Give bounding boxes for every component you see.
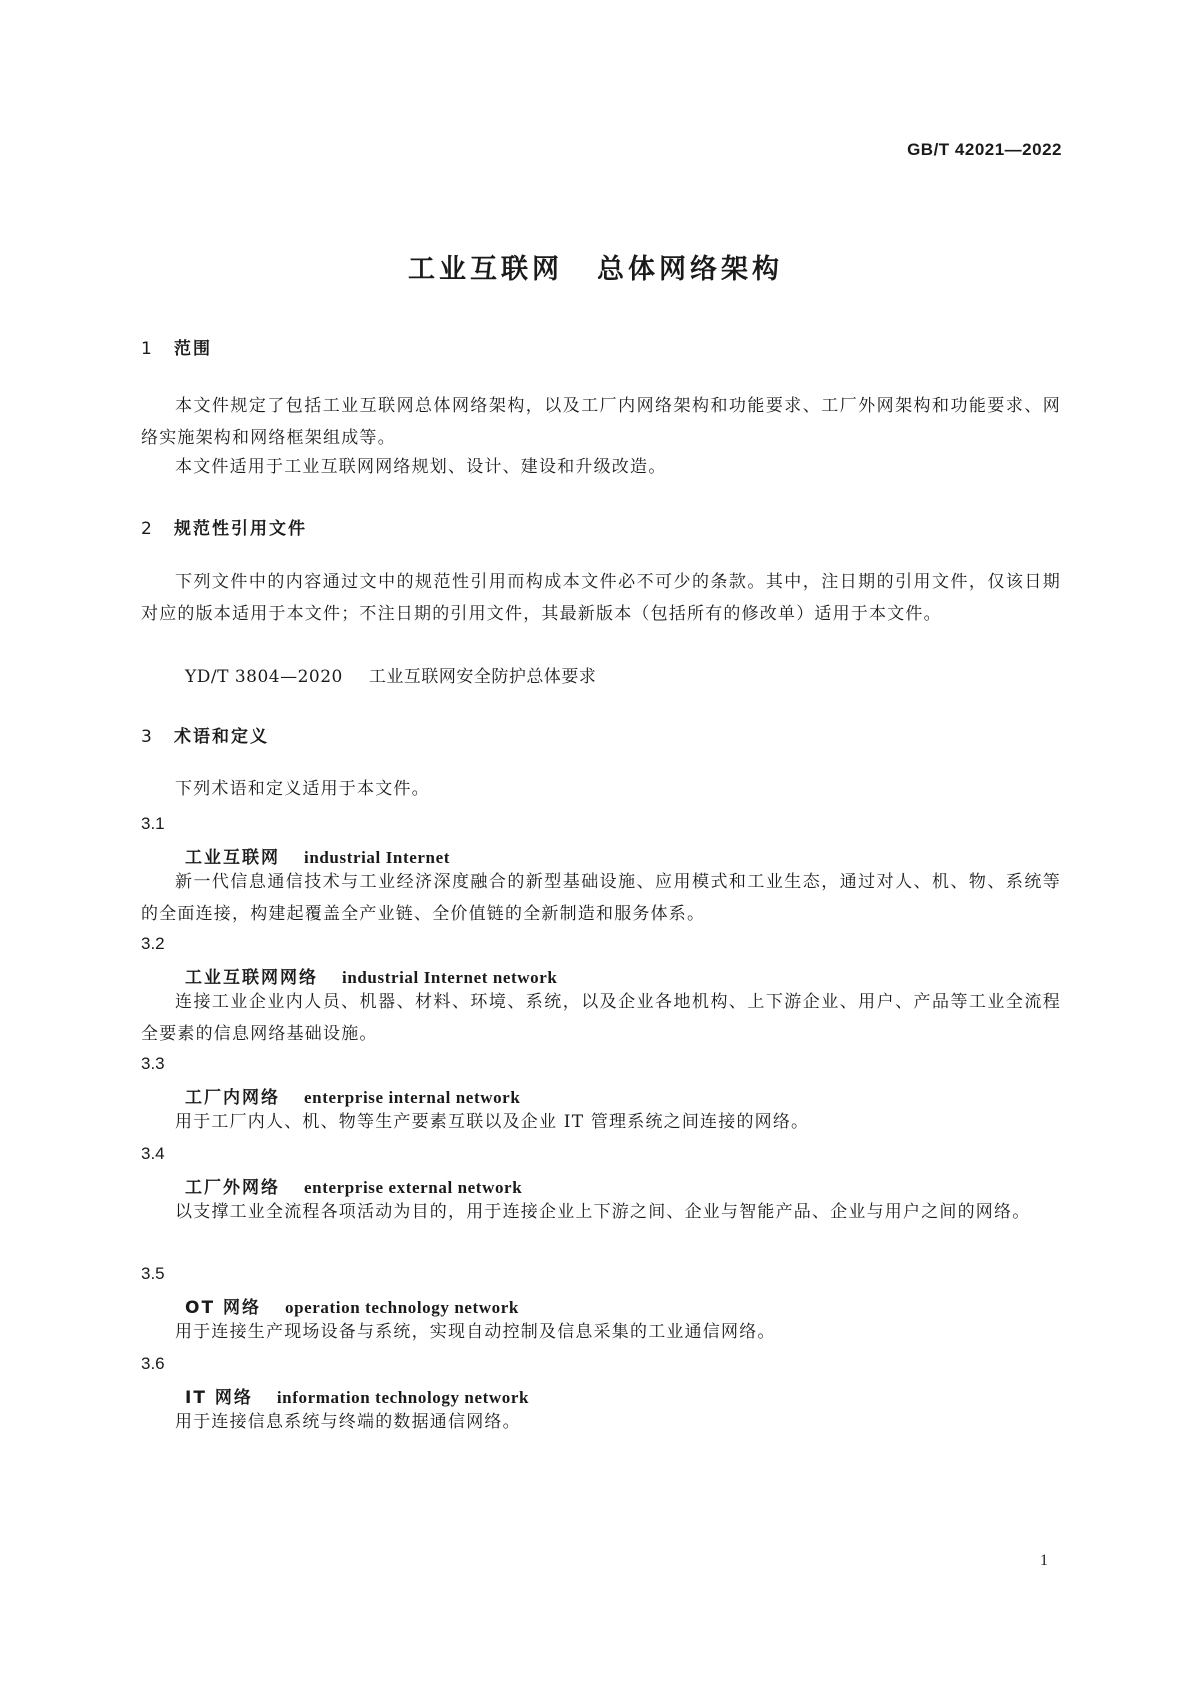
term-definition: 用于连接生产现场设备与系统，实现自动控制及信息采集的工业通信网络。 xyxy=(175,1322,776,1342)
term-name-zh: 工厂外网络 xyxy=(185,1178,280,1198)
term-definition: 用于连接信息系统与终端的数据通信网络。 xyxy=(175,1412,521,1432)
section-number: 3 xyxy=(141,727,154,747)
term-number: 3.4 xyxy=(141,1144,165,1163)
section-3-paragraph-1: 下列术语和定义适用于本文件。 xyxy=(175,779,430,799)
term-name-zh: 工业互联网网络 xyxy=(185,968,318,988)
section-title: 范围 xyxy=(174,339,212,359)
term-name xyxy=(185,1383,529,1408)
term-name-zh: OT 网络 xyxy=(185,1298,261,1318)
term-number: 3.1 xyxy=(141,814,165,833)
document-title xyxy=(0,247,1191,286)
section-number: 2 xyxy=(141,519,154,539)
section-2-paragraph-1: 下列文件中的内容通过文中的规范性引用而构成本文件必不可少的条款。其中，注日期的引用文件，仅该日期对应的版本适用于本文件；不注日期的引用文件，其最新版本（包括所有的修改单）适用于本文件。 xyxy=(141,572,1061,624)
term-name-en: operation technology network xyxy=(284,1298,519,1317)
title-part-2: 总体网络架构 xyxy=(597,254,783,285)
term-name-zh: 工厂内网络 xyxy=(185,1088,280,1108)
reference-title: 工业互联网安全防护总体要求 xyxy=(368,667,597,687)
term-name-en: industrial Internet network xyxy=(342,968,558,987)
term-definition: 以支撑工业全流程各项活动为目的，用于连接企业上下游之间、企业与智能产品、企业与用户之间的网络。 xyxy=(175,1202,1031,1222)
term-number: 3.5 xyxy=(141,1264,165,1283)
term-name-en: information technology network xyxy=(276,1388,530,1407)
term-number: 3.6 xyxy=(141,1354,165,1373)
term-number: 3.3 xyxy=(141,1054,165,1073)
term-definition: 连接工业企业内人员、机器、材料、环境、系统，以及企业各地机构、上下游企业、用户、产品等工业全流程全要素的信息网络基础设施。 xyxy=(141,992,1061,1044)
term-name-en: enterprise internal network xyxy=(304,1088,521,1107)
section-number: 1 xyxy=(141,339,154,359)
term-name xyxy=(185,843,450,868)
section-1-heading xyxy=(141,334,212,359)
term-name-zh: IT 网络 xyxy=(185,1388,253,1408)
normative-reference xyxy=(185,662,596,687)
term-name-zh: 工业互联网 xyxy=(185,848,280,868)
term-name-en: enterprise external network xyxy=(304,1178,523,1197)
term-definition: 用于工厂内人、机、物等生产要素互联以及企业 IT 管理系统之间连接的网络。 xyxy=(175,1112,810,1132)
section-2-heading xyxy=(141,514,307,539)
term-name-en: industrial Internet xyxy=(304,848,450,867)
title-part-1: 工业互联网 xyxy=(408,254,563,285)
section-1-paragraph-2: 本文件适用于工业互联网网络规划、设计、建设和升级改造。 xyxy=(175,457,667,477)
term-definition: 新一代信息通信技术与工业经济深度融合的新型基础设施、应用模式和工业生态，通过对人、机、物、系统等的全面连接，构建起覆盖全产业链、全价值链的全新制造和服务体系。 xyxy=(141,872,1061,924)
section-title: 术语和定义 xyxy=(174,727,269,747)
term-name xyxy=(185,1173,522,1198)
section-1-paragraph-1: 本文件规定了包括工业互联网总体网络架构，以及工厂内网络架构和功能要求、工厂外网架构和功能要求、网络实施架构和网络框架组成等。 xyxy=(141,396,1061,448)
section-3-heading xyxy=(141,722,269,747)
term-name xyxy=(185,1293,519,1318)
term-name xyxy=(185,1083,520,1108)
document-code: GB/T 42021—2022 xyxy=(907,140,1062,159)
section-title: 规范性引用文件 xyxy=(174,519,307,539)
term-name xyxy=(185,963,557,988)
reference-code: YD/T 3804—2020 xyxy=(185,667,343,687)
term-number: 3.2 xyxy=(141,934,165,953)
page-number: 1 xyxy=(1040,1552,1048,1569)
